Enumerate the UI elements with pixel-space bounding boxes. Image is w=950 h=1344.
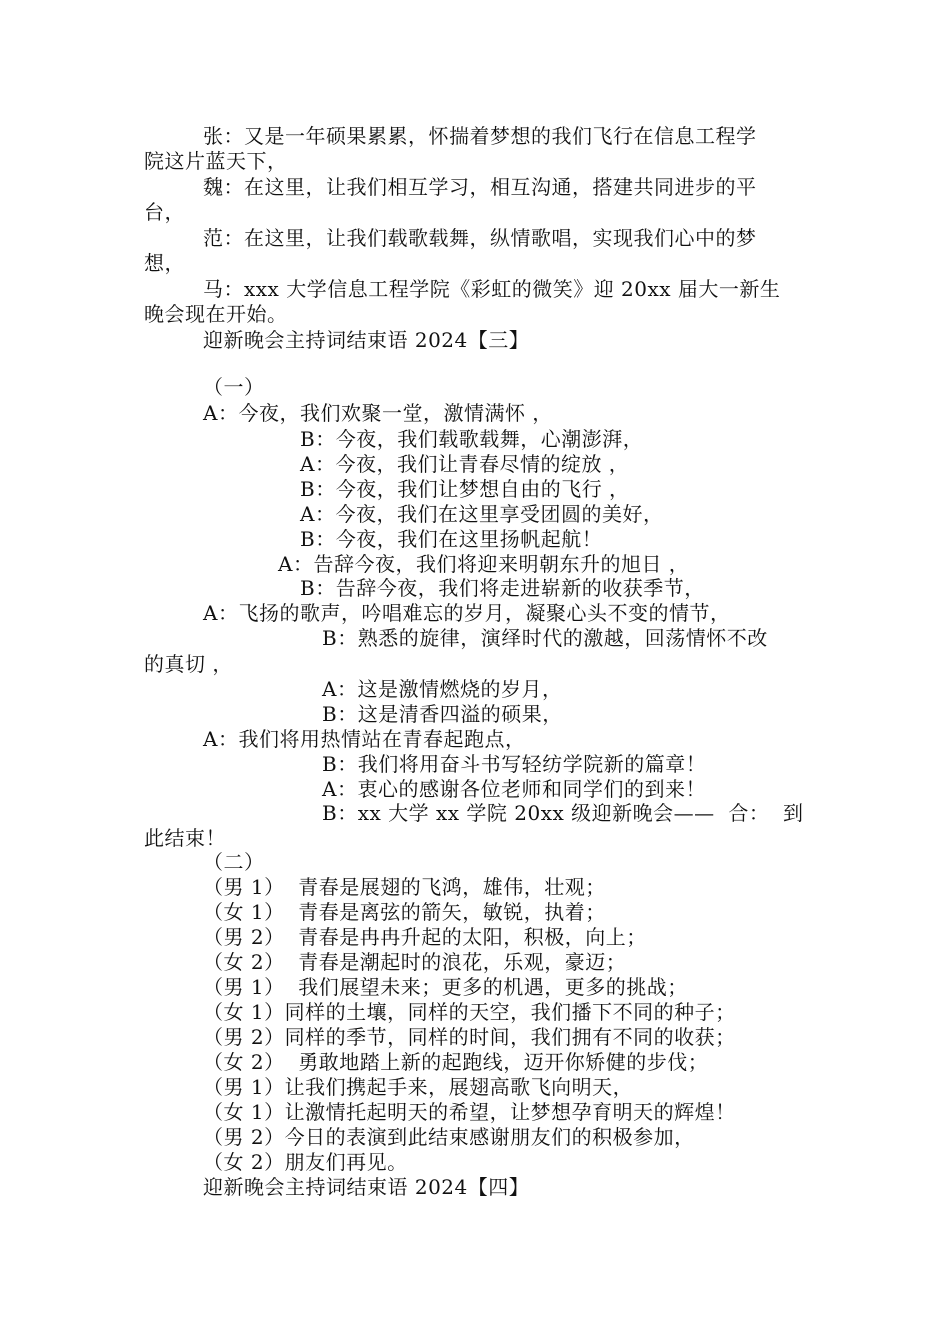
dialogue-line: （女 1） 青春是离弦的箭矢，敏锐，执着；	[203, 900, 606, 924]
dialogue-line: 此结束！	[144, 826, 226, 850]
dialogue-line: B：告辞今夜，我们将走进崭新的收获季节，	[300, 576, 705, 600]
dialogue-line: A：告辞今夜，我们将迎来明朝东升的旭日 ，	[278, 552, 690, 576]
paragraph-line: 马：xxx 大学信息工程学院《彩虹的微笑》迎 20xx 届大一新生	[203, 277, 781, 301]
section-heading: 迎新晚会主持词结束语 2024【四】	[203, 1175, 530, 1199]
dialogue-line: （男 2）同样的季节，同样的时间，我们拥有不同的收获；	[203, 1025, 736, 1049]
paragraph-line: 张：又是一年硕果累累，怀揣着梦想的我们飞行在信息工程学	[203, 124, 757, 148]
dialogue-line: （女 2） 青春是潮起时的浪花，乐观，豪迈；	[203, 950, 627, 974]
dialogue-line: （男 2） 青春是冉冉升起的太阳，积极，向上；	[203, 925, 647, 949]
dialogue-line: B：今夜，我们载歌载舞，心潮澎湃，	[300, 427, 644, 451]
paragraph-line: 台，	[144, 200, 185, 224]
section-heading: 迎新晚会主持词结束语 2024【三】	[203, 328, 530, 352]
dialogue-line: （男 1） 我们展望未来；更多的机遇，更多的挑战；	[203, 975, 688, 999]
paragraph-line: 范：在这里，让我们载歌载舞，纵情歌唱，实现我们心中的梦	[203, 226, 757, 250]
dialogue-line: （女 1）让激情托起明天的希望，让梦想孕育明天的辉煌！	[203, 1100, 736, 1124]
dialogue-line: A：今夜，我们在这里享受团圆的美好，	[300, 502, 664, 526]
dialogue-line: （男 1） 青春是展翅的飞鸿，雄伟，壮观；	[203, 875, 606, 899]
dialogue-line: A：今夜，我们让青春尽情的绽放 ，	[300, 452, 630, 476]
dialogue-line: A：我们将用热情站在青春起跑点，	[203, 727, 526, 751]
subsection-label: （二）	[203, 850, 265, 874]
dialogue-line: B：xx 大学 xx 学院 20xx 级迎新晚会—— 合： 到	[322, 801, 804, 825]
dialogue-line: B：我们将用奋斗书写轻纺学院新的篇章！	[322, 752, 707, 776]
dialogue-line: （女 2）朋友们再见。	[203, 1150, 408, 1174]
dialogue-line: B：这是清香四溢的硕果，	[322, 702, 563, 726]
subsection-label: （一）	[203, 375, 265, 399]
dialogue-line: B：今夜，我们在这里扬帆起航！	[300, 527, 603, 551]
dialogue-line: A：衷心的感谢各位老师和同学们的到来！	[322, 777, 706, 801]
dialogue-line: B：熟悉的旋律，演绎时代的激越，回荡情怀不改	[322, 626, 768, 650]
dialogue-line: （女 2） 勇敢地踏上新的起跑线，迈开你矫健的步伐；	[203, 1050, 709, 1074]
paragraph-line: 想，	[144, 251, 185, 275]
dialogue-line: （男 1）让我们携起手来，展翅高歌飞向明天，	[203, 1075, 634, 1099]
dialogue-line: （女 1）同样的土壤，同样的天空，我们播下不同的种子；	[203, 1000, 736, 1024]
dialogue-line: B：今夜，我们让梦想自由的飞行 ，	[300, 477, 630, 501]
paragraph-line: 晚会现在开始。	[144, 302, 288, 326]
dialogue-line: A：飞扬的歌声，吟唱难忘的岁月，凝聚心头不变的情节，	[203, 601, 731, 625]
dialogue-line: A：这是激情燃烧的岁月，	[322, 677, 563, 701]
dialogue-line: 的真切 ，	[144, 652, 233, 676]
dialogue-line: （男 2）今日的表演到此结束感谢朋友们的积极参加，	[203, 1125, 695, 1149]
paragraph-line: 魏：在这里，让我们相互学习，相互沟通，搭建共同进步的平	[203, 175, 757, 199]
dialogue-line: A：今夜，我们欢聚一堂，激情满怀 ，	[203, 401, 553, 425]
paragraph-line: 院这片蓝天下，	[144, 149, 288, 173]
